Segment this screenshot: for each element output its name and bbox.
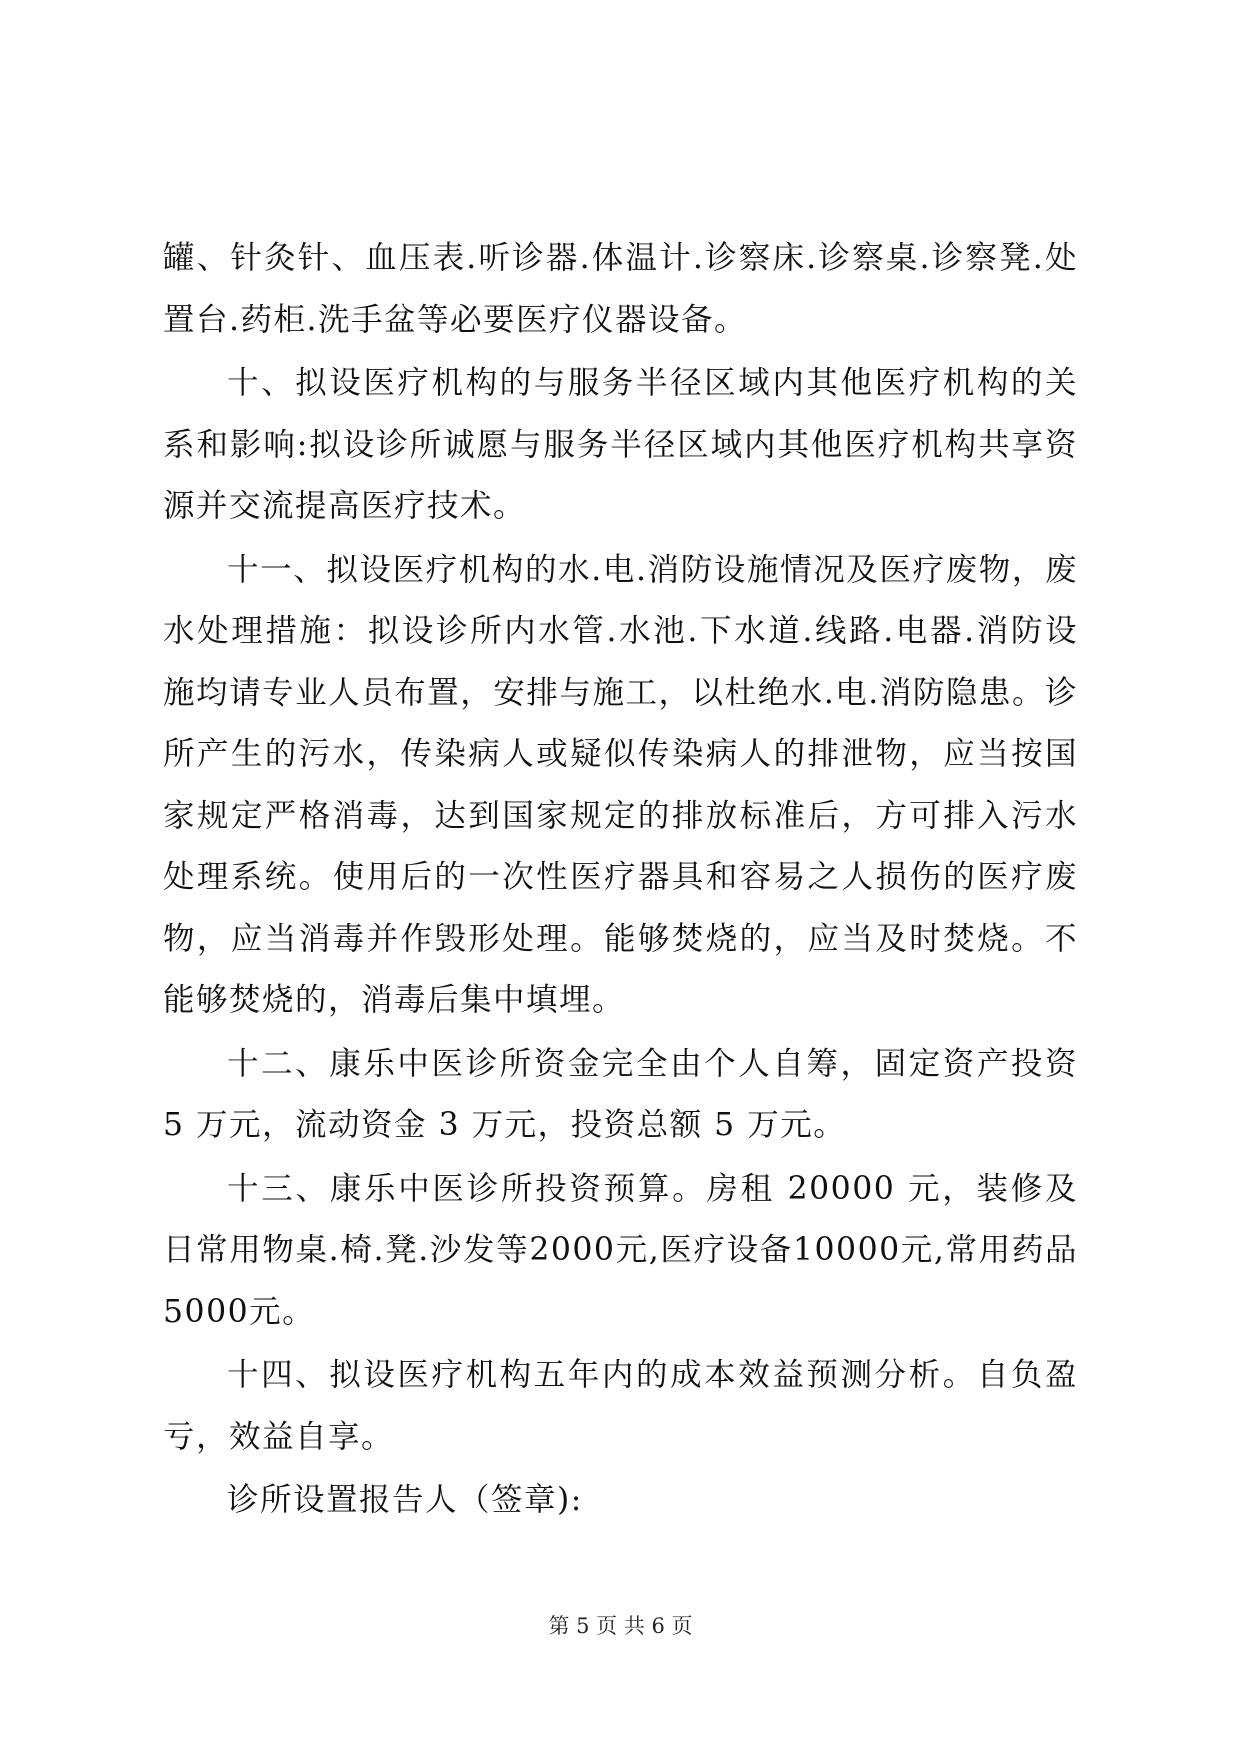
- paragraph-section-13: 十三、康乐中医诊所投资预算。房租 20000 元，装修及日常用物桌.椅.凳.沙发等2000元,医疗设备10000元,常用药品5000元。: [163, 1170, 1078, 1330]
- paragraph-section-10: 十、拟设医疗机构的与服务半径区域内其他医疗机构的关系和影响:拟设诊所诚愿与服务半径区域内其他医疗机构共享资源并交流提高医疗技术。: [163, 365, 1078, 524]
- paragraph-section-11: 十一、拟设医疗机构的水.电.消防设施情况及医疗废物，废水处理措施：拟设诊所内水管.水池.下水道.线路.电器.消防设施均请专业人员布置，安排与施工，以杜绝水.电.消防隐患。诊所产生的污水，传染病人或疑似传染病人的排泄物，应当按国家规定严格消毒，达到国家规定的排放标准后，方可排入污水处理系统。使用后的一次性医疗器具和容易之人损伤的医疗废物，应当消毒并作毁形处理。能够焚烧的，应当及时焚烧。不能够焚烧的，消毒后集中填埋。: [163, 551, 1078, 1018]
- document-body: [163, 228, 1078, 1534]
- paragraph-section-14: 十四、拟设医疗机构五年内的成本效益预测分析。自负盈亏，效益自享。: [163, 1357, 1078, 1455]
- paragraph-section-12: 十二、康乐中医诊所资金完全由个人自筹，固定资产投资 5 万元，流动资金 3 万元，投资总额 5 万元。: [163, 1045, 1078, 1143]
- paragraph-signature-line: 诊所设置报告人（签章):: [227, 1482, 583, 1518]
- paragraph-equipment-list: 罐、针灸针、血压表.听诊器.体温计.诊察床.诊察桌.诊察凳.处置台.药柜.洗手盆等必要医疗仪器设备。: [163, 240, 1078, 338]
- page-number-footer: 第 5 页 共 6 页: [548, 1614, 693, 1638]
